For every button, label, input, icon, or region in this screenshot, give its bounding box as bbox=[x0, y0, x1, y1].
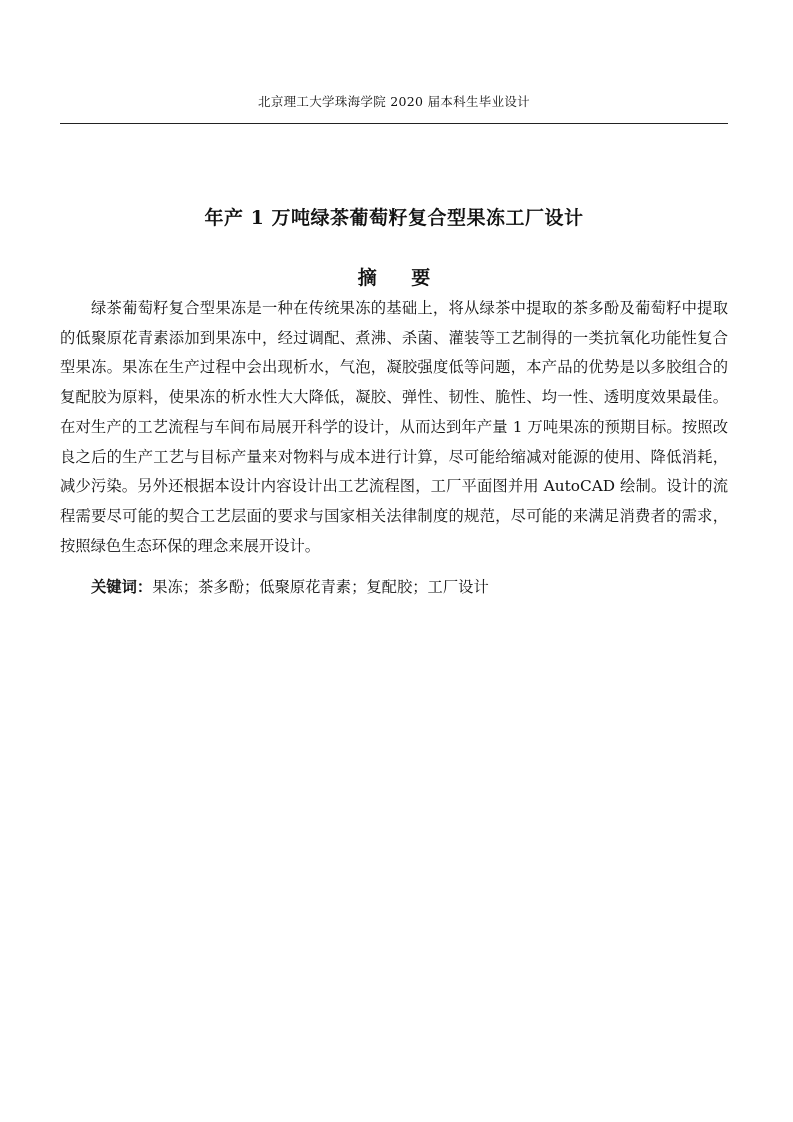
keywords-label: 关键词： bbox=[91, 578, 153, 596]
document-title: 年产 1 万吨绿茶葡萄籽复合型果冻工厂设计 bbox=[204, 207, 584, 229]
abstract-paragraph: 绿茶葡萄籽复合型果冻是一种在传统果冻的基础上，将从绿茶中提取的茶多酚及葡萄籽中提取的低聚原花青素添加到果冻中，经过调配、煮沸、杀菌、灌装等工艺制得的一类抗氧化功能性复合型果冻。果冻在生产过程中会出现析水，气泡，凝胶强度低等问题，本产品的优势是以多胶组合的复配胶为原料，使果冻的析水性大大降低，凝胶、弹性、韧性、脆性、均一性、透明度效果最佳。在对生产的工艺流程与车间布局展开科学的设计，从而达到年产量 1 万吨果冻的预期目标。按照改良之后的生产工艺与目标产量来对物料与成本进行计算，尽可能给缩减对能源的使用、降低消耗，减少污染。另外还根据本设计内容设计出工艺流程图，工厂平面图并用 AutoCAD 绘制。设计的流程需要尽可能的契合工艺层面的要求与国家相关法律制度的规范，尽可能的来满足消费者的需求，按照绿色生态环保的理念来展开设计。 bbox=[60, 299, 728, 555]
keywords-line bbox=[60, 573, 728, 603]
keywords-text: 果冻；茶多酚；低聚原花青素；复配胶；工厂设计 bbox=[152, 578, 489, 596]
header-divider bbox=[60, 123, 728, 124]
abstract-heading: 摘 要 bbox=[357, 267, 445, 289]
running-header: 北京理工大学珠海学院 2020 届本科生毕业设计 bbox=[258, 94, 530, 109]
